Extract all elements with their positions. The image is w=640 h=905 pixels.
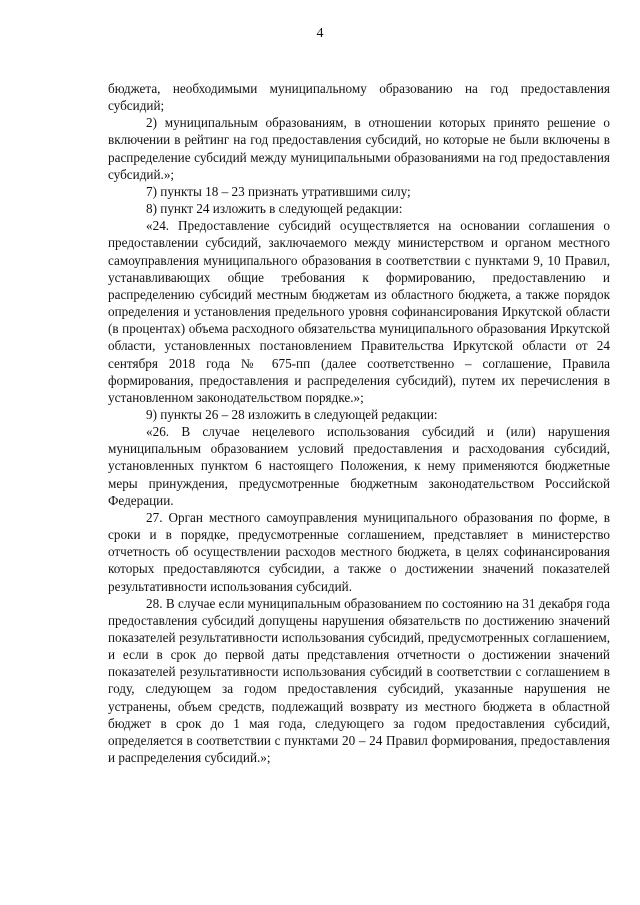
page-number: 4 [316,26,324,41]
paragraph-item-8: 8) пункт 24 изложить в следующей редакции: [146,201,403,217]
paragraph-point-26: «26. В случае нецелевого использования субсидий и (или) нарушения муниципальным образованием условий предоставления и расходования субсидий, установленных пунктом 6 настоящего Положения, к нему применяются бюджетные меры принуждения, предусмотренные бюджетным законодательством Российской Федерации. [108,424,610,508]
paragraph-continuation: бюджета, необходимыми муниципальному образованию на год предоставления субсидий; [108,81,610,114]
paragraph-item-2: 2) муниципальным образованиям, в отношении которых принято решение о включении в рейтинг на год предоставления субсидий, но которые не были включены в распределение субсидий между муниципальными образованиями на год предоставления субсидий.»; [108,115,610,182]
paragraph-item-9: 9) пункты 26 – 28 изложить в следующей редакции: [146,406,438,422]
paragraph-point-24: «24. Предоставление субсидий осуществляется на основании соглашения о предоставлении субсидий, заключаемого между министерством и органом местного самоуправления муниципального образования в соответствии с пунктами 9, 10 Правил, устанавливающих общие требования к формированию, предоставлению и распределению субсидий местным бюджетам из областного бюджета, а также порядок определения и установления предельного уровня софинансирования Иркутской области (в процентах) объема расходного обязательства муниципального образования Иркутской области, установленных постановлением Правительства Иркутской области от 24 сентября 2018 года № 675-пп (далее соответственно – соглашение, Правила формирования, предоставления и распределения субсидий), путем их перечисления в установленном законодательством порядке.»; [108,218,610,405]
paragraph-item-7: 7) пункты 18 – 23 признать утратившими силу; [146,183,411,199]
paragraph-point-27: 27. Орган местного самоуправления муниципального образования по форме, в сроки и в порядке, предусмотренные соглашением, представляет в министерство отчетность об осуществлении расходов местного бюджета, в целях софинансирования которых предоставляются субсидии, а также о достижении значений показателей результативности использования субсидий. [108,509,610,594]
document-body [108,80,610,766]
paragraph-point-28: 28. В случае если муниципальным образованием по состоянию на 31 декабря года предоставления субсидий допущены нарушения обязательств по достижению значений показателей результативности использования субсидий, предусмотренных соглашением, и если в срок до первой даты представления отчетности о достижении значений показателей результативности использования субсидий в соответствии с соглашением в году, следующем за годом предоставления субсидий, указанные нарушения не устранены, объем средств, подлежащий возврату из местного бюджета в областной бюджет в срок до 1 мая года, следующего за годом предоставления субсидий, определяется в соответствии с пунктами 20 – 24 Правил формирования, предоставления и распределения субсидий.»; [108,595,610,766]
